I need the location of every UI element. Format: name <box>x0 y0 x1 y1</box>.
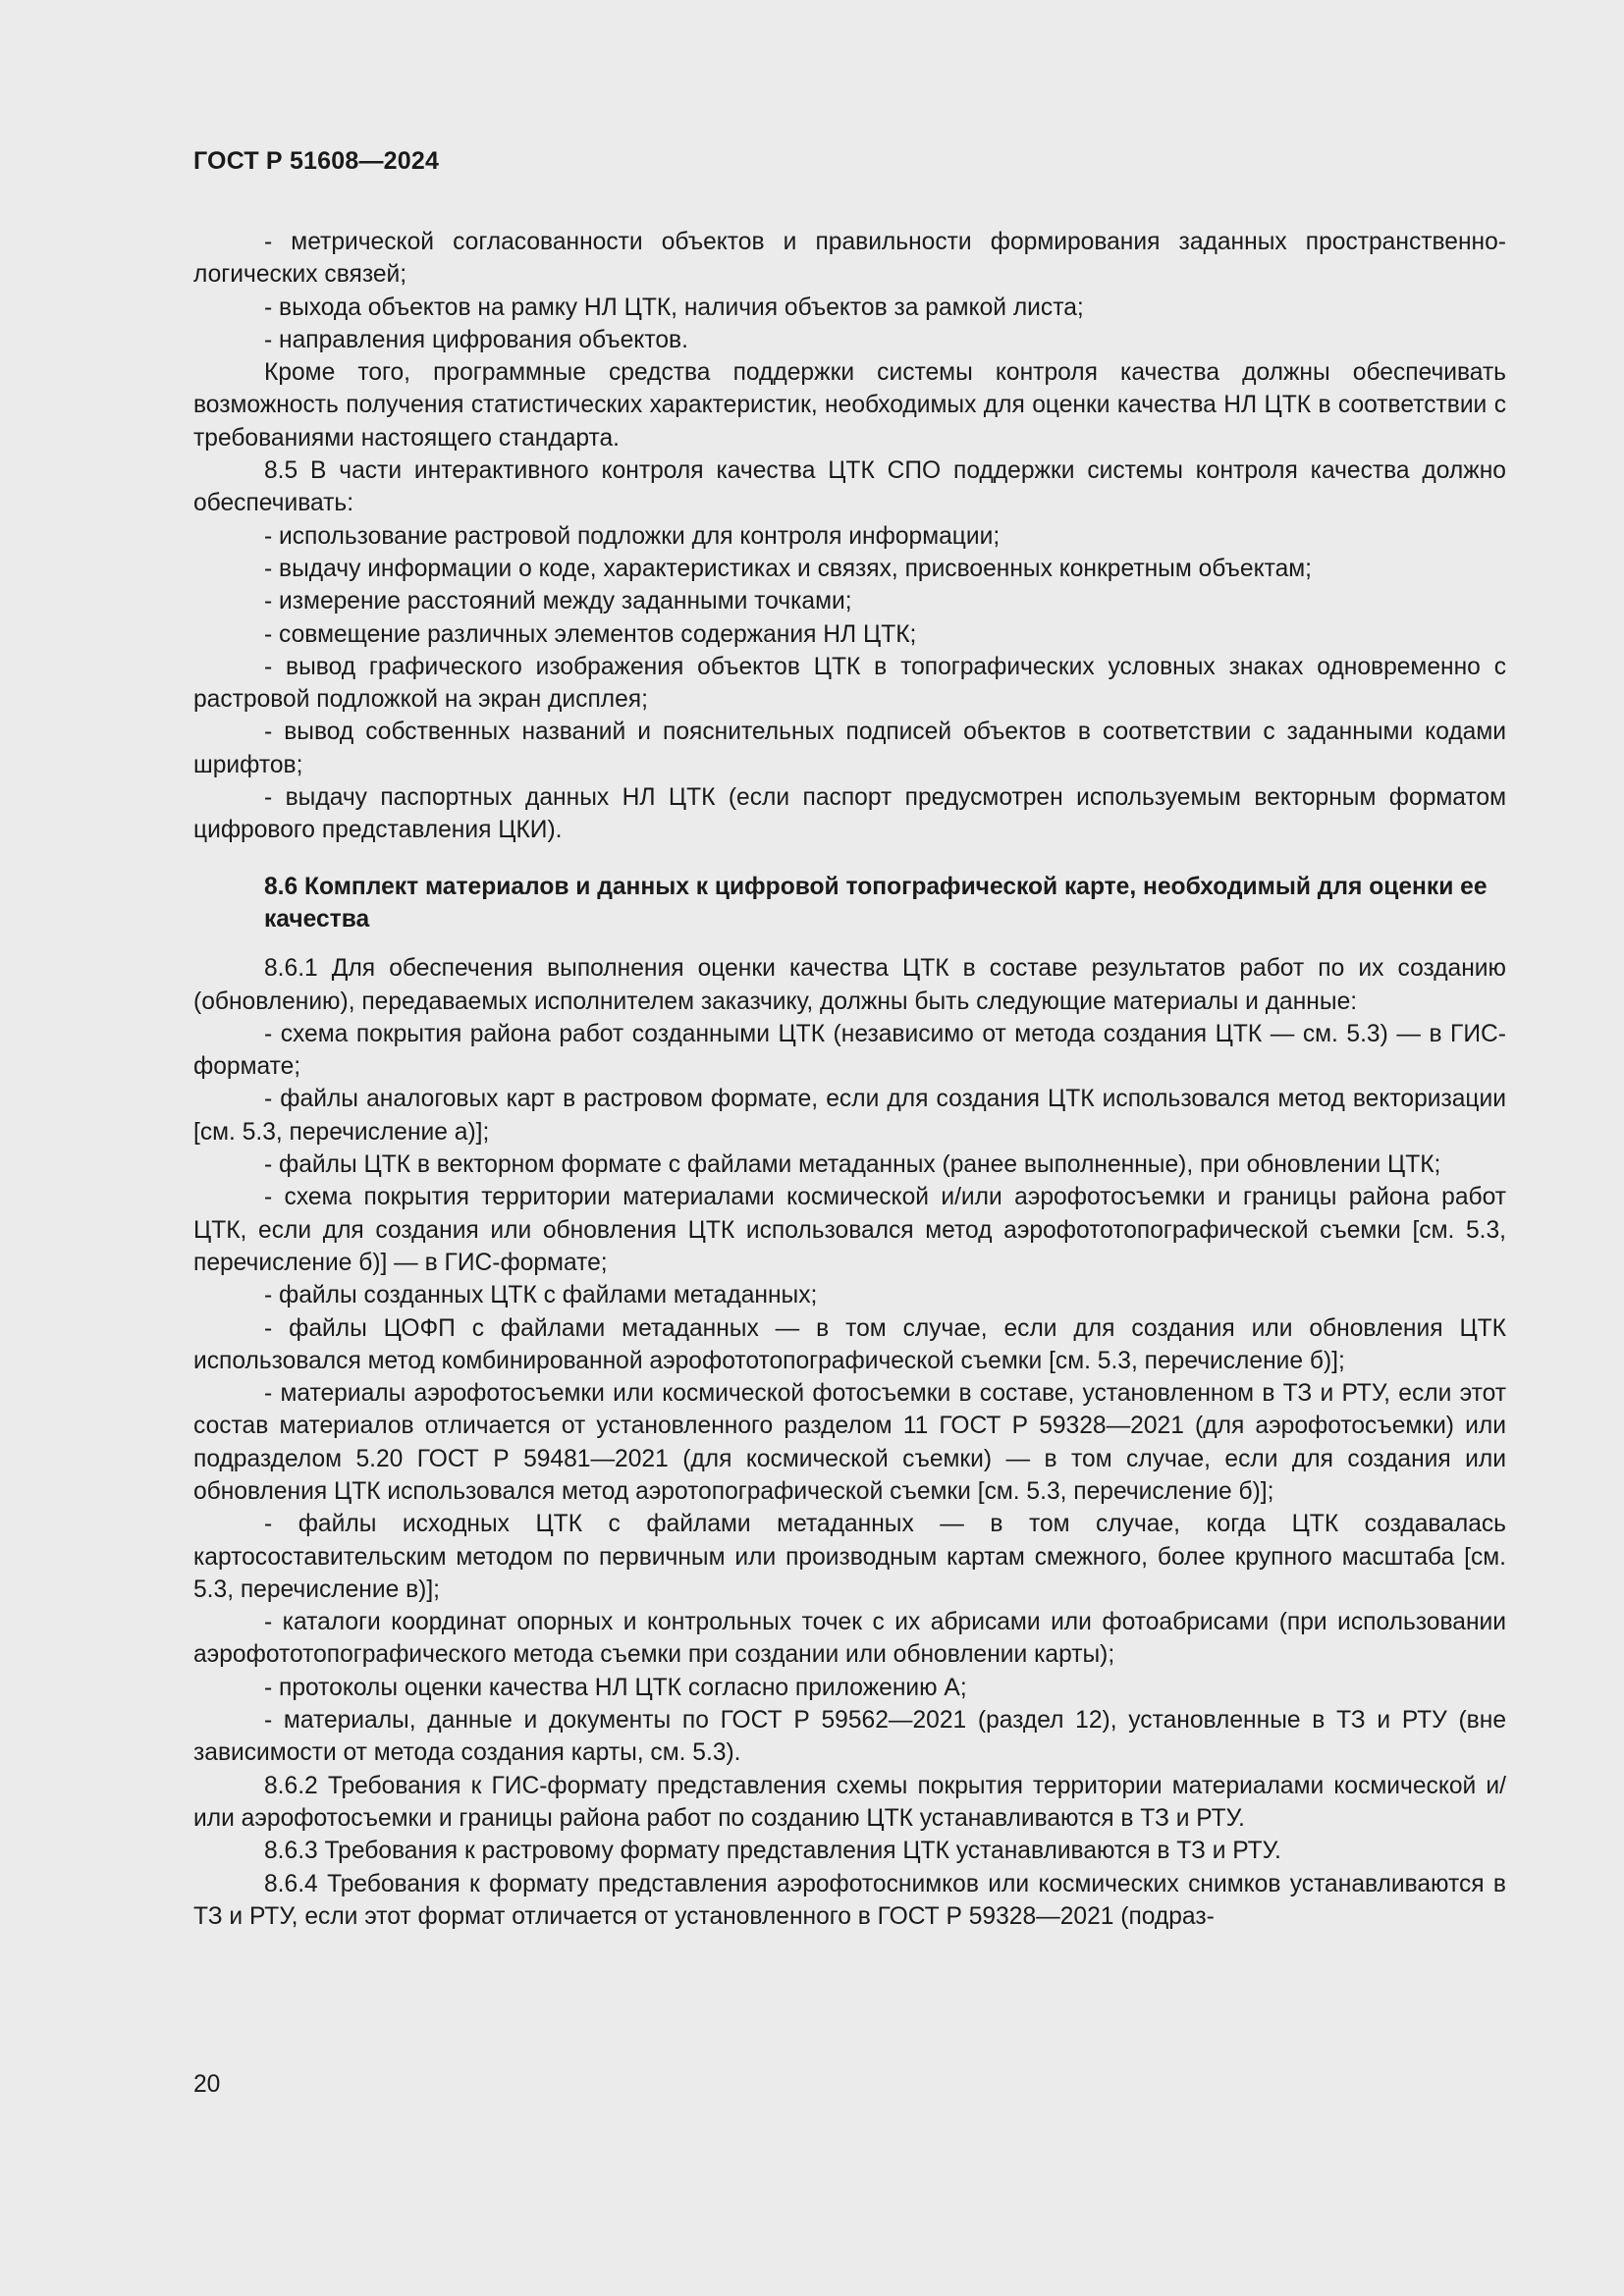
section-heading: 8.6 Комплект материалов и данных к цифровой топографической карте, необходимый для оценки ее качества <box>264 873 1488 933</box>
paragraph: 8.6.4 Требования к формату представления аэрофотоснимков или космических снимков устанавливаются в ТЗ и РТУ, если этот формат отличается от установленного в ГОСТ Р 59328—2021 (подраз- <box>193 1870 1506 1930</box>
document-body <box>193 226 1506 1933</box>
paragraph: - метрической согласованности объектов и правильности формирования заданных пространственно-логических связей; <box>193 229 1506 289</box>
paragraph: - вывод графического изображения объектов ЦТК в топографических условных знаках одновременно с растровой подложкой на экран дисплея; <box>193 653 1506 714</box>
paragraph: - вывод собственных названий и пояснительных подписей объектов в соответствии с заданными кодами шрифтов; <box>193 719 1506 778</box>
paragraph: 8.5 В части интерактивного контроля качества ЦТК СПО поддержки системы контроля качества должно обеспечивать: <box>193 457 1506 517</box>
paragraph: Кроме того, программные средства поддержки системы контроля качества должны обеспечивать возможность получения статистических характеристик, необходимых для оценки качества НЛ ЦТК в соответствии с требованиями настоящего стандарта. <box>193 359 1506 452</box>
paragraph: - файлы исходных ЦТК с файлами метаданных — в том случае, когда ЦТК создавалась картосоставительским методом по первичным или производным картам смежного, более крупного масштаба [см. 5.3, перечисление в)]; <box>193 1511 1506 1603</box>
paragraph: - измерение расстояний между заданными точками; <box>264 588 852 615</box>
paragraph: - файлы аналоговых карт в растровом формате, если для создания ЦТК использовался метод векторизации [см. 5.3, перечисление а)]; <box>193 1086 1506 1146</box>
paragraph: - схема покрытия территории материалами космической и/или аэрофотосъемки и границы района работ ЦТК, если для создания или обновления ЦТК использовался метод аэрофототопографической съемки [см. 5.3, перечисление б)] — в ГИС-формате; <box>193 1184 1506 1276</box>
paragraph: - совмещение различных элементов содержания НЛ ЦТК; <box>264 620 917 648</box>
paragraph: - файлы ЦОФП с файлами метаданных — в том случае, если для создания или обновления ЦТК использовался метод комбинированной аэрофототопографической съемки [см. 5.3, перечисление б)]; <box>193 1314 1506 1374</box>
paragraph: 8.6.3 Требования к растровому формату представления ЦТК устанавливаются в ТЗ и РТУ. <box>264 1838 1281 1865</box>
paragraph: - протоколы оценки качества НЛ ЦТК согласно приложению А; <box>264 1674 967 1701</box>
paragraph: - выдачу информации о коде, характеристиках и связях, присвоенных конкретным объектам; <box>264 555 1313 582</box>
paragraph: - направления цифрования объектов. <box>264 326 688 353</box>
paragraph: 8.6.1 Для обеспечения выполнения оценки качества ЦТК в составе результатов работ по их созданию (обновлению), передаваемых исполнителем заказчику, должны быть следующие материалы и данные: <box>193 955 1506 1015</box>
paragraph: 8.6.2 Требования к ГИС-формату представления схемы покрытия территории материалами космической и/или аэрофотосъемки и границы района работ по созданию ЦТК устанавливаются в ТЗ и РТУ. <box>193 1772 1506 1832</box>
paragraph: - материалы аэрофотосъемки или космической фотосъемки в составе, установленном в ТЗ и РТУ, если этот состав материалов отличается от установленного разделом 11 ГОСТ Р 59328—2021 (для аэрофотосъемки) или подразделом 5.20 ГОСТ Р 59481—2021 (для космической съемки) — в том случае, если для создания или обновления ЦТК использовался метод аэротопографической съемки [см. 5.3, перечисление б)]; <box>193 1380 1506 1505</box>
paragraph: - материалы, данные и документы по ГОСТ Р 59562—2021 (раздел 12), установленные в ТЗ и РТУ (вне зависимости от метода создания карты, см. 5.3). <box>193 1707 1506 1767</box>
document-header: ГОСТ Р 51608—2024 <box>193 147 440 175</box>
page-number: 20 <box>193 2071 221 2098</box>
paragraph: - файлы ЦТК в векторном формате с файлами метаданных (ранее выполненные), при обновлении ЦТК; <box>264 1151 1441 1179</box>
paragraph: - каталоги координат опорных и контрольных точек с их абрисами или фотоабрисами (при использовании аэрофототопографического метода съемки при создании или обновлении карты); <box>193 1609 1506 1669</box>
paragraph: - схема покрытия района работ созданными ЦТК (независимо от метода создания ЦТК — см. 5.3) — в ГИС-формате; <box>193 1020 1506 1081</box>
paragraph: - файлы созданных ЦТК с файлами метаданных; <box>264 1282 818 1309</box>
paragraph: - выхода объектов на рамку НЛ ЦТК, наличия объектов за рамкой листа; <box>264 294 1084 321</box>
paragraph: - использование растровой подложки для контроля информации; <box>264 522 1001 550</box>
paragraph: - выдачу паспортных данных НЛ ЦТК (если паспорт предусмотрен используемым векторным форматом цифрового представления ЦКИ). <box>193 784 1506 844</box>
